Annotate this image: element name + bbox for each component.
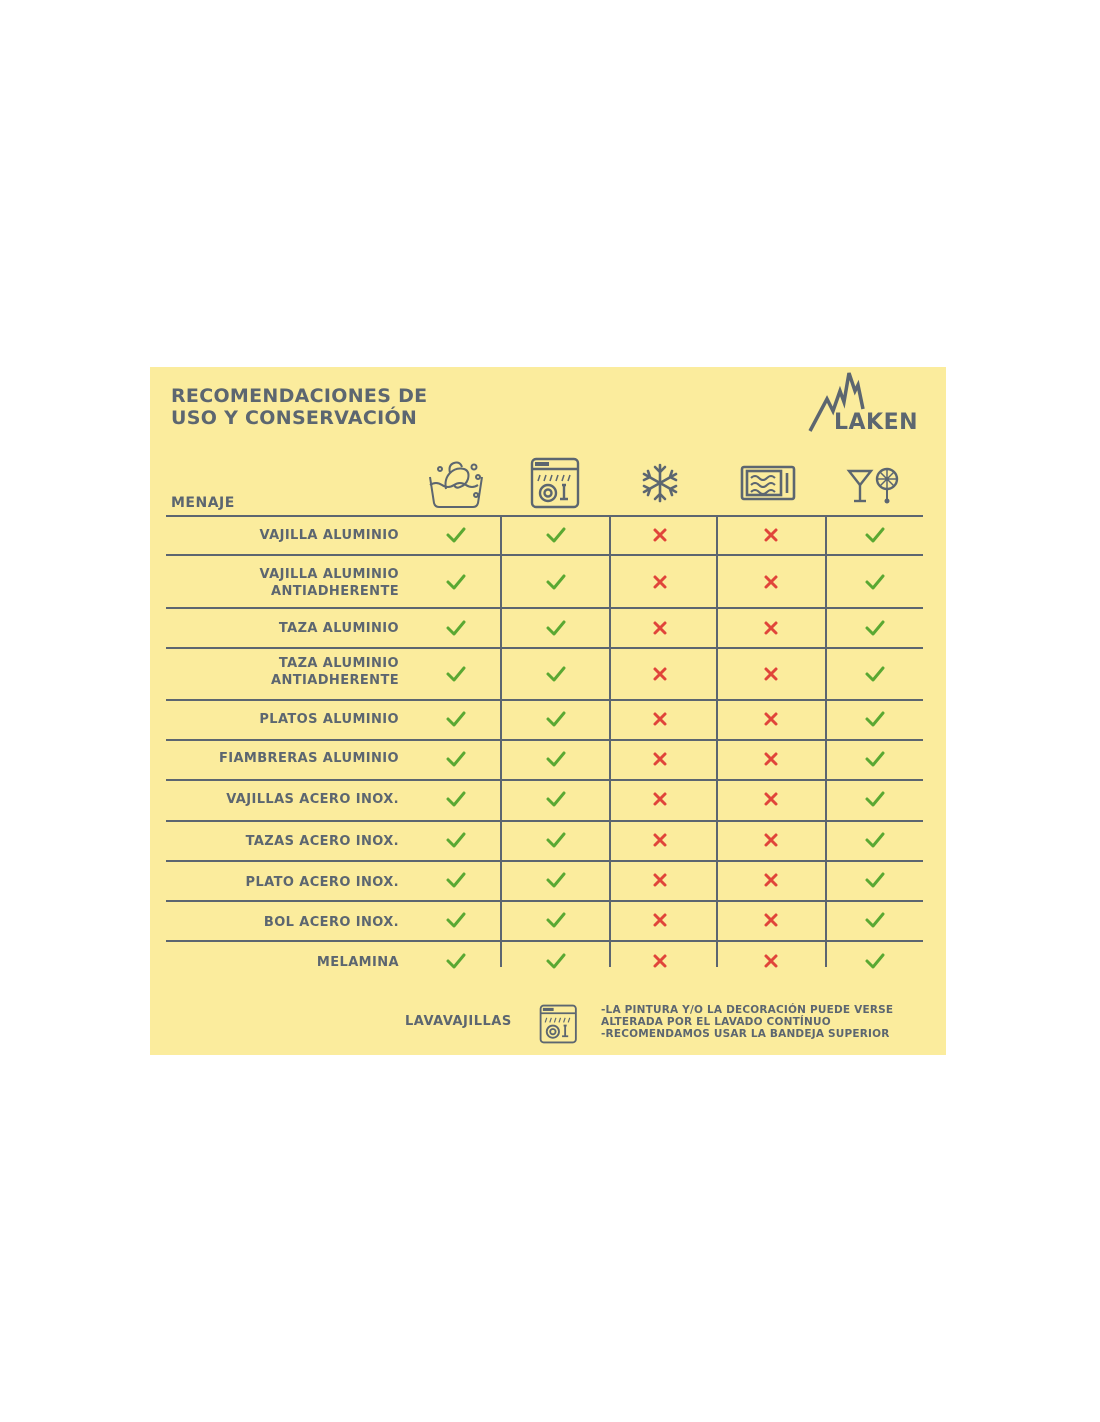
cross-icon [760,909,782,931]
check-icon [864,748,886,770]
header-divider [166,515,923,517]
row-divider [166,699,923,701]
check-icon [545,617,567,639]
cross-icon [649,869,671,891]
cross-icon [760,950,782,972]
check-icon [864,869,886,891]
check-icon [545,869,567,891]
title-line-1: RECOMENDACIONES DE [171,385,428,407]
row-label: VAJILLA ALUMINIO [259,528,399,543]
cross-icon [760,788,782,810]
row-divider [166,820,923,822]
check-icon [445,788,467,810]
check-icon [445,663,467,685]
cross-icon [649,909,671,931]
footer-note: -LA PINTURA Y/O LA DECORACIÓN PUEDE VERSE [601,1004,894,1016]
check-icon [445,869,467,891]
check-icon [864,909,886,931]
check-icon [864,571,886,593]
acidic-drinks-icon [845,455,905,511]
check-icon [864,788,886,810]
hand-wash-icon [426,455,486,511]
cross-icon [760,663,782,685]
page-title [171,385,427,429]
first-column-header: MENAJE [171,495,235,511]
row-label: BOL ACERO INOX. [263,915,399,930]
row-divider [166,779,923,781]
check-icon [445,708,467,730]
cross-icon [760,748,782,770]
cross-icon [649,708,671,730]
check-icon [445,524,467,546]
row-label: VAJILLAS ACERO INOX. [226,792,399,807]
row-divider [166,860,923,862]
check-icon [445,748,467,770]
cross-icon [649,950,671,972]
row-label: VAJILLA ALUMINIO ANTIADHERENTE [259,567,399,599]
check-icon [545,708,567,730]
check-icon [864,708,886,730]
footer-note: ALTERADA POR EL LAVADO CONTÍNUO [601,1016,831,1028]
check-icon [545,663,567,685]
check-icon [545,909,567,931]
cross-icon [760,571,782,593]
title-line-2: USO Y CONSERVACIÓN [171,407,418,429]
cross-icon [760,617,782,639]
check-icon [545,571,567,593]
check-icon [445,617,467,639]
cross-icon [649,524,671,546]
cross-icon [649,788,671,810]
check-icon [864,617,886,639]
cross-icon [649,829,671,851]
row-label: TAZAS ACERO INOX. [245,834,399,849]
check-icon [864,663,886,685]
cross-icon [649,748,671,770]
check-icon [545,829,567,851]
row-label: TAZA ALUMINIO ANTIADHERENTE [271,656,399,688]
footer-note: -RECOMENDAMOS USAR LA BANDEJA SUPERIOR [601,1028,890,1040]
footer-label: LAVAVAJILLAS [405,1014,512,1029]
check-icon [864,524,886,546]
cross-icon [649,617,671,639]
cross-icon [649,663,671,685]
row-label: MELAMINA [316,955,399,970]
dishwasher-icon [536,1001,582,1047]
check-icon [445,950,467,972]
recommendations-card [150,367,946,1055]
row-label: TAZA ALUMINIO [278,621,399,636]
row-divider [166,554,923,556]
check-icon [445,571,467,593]
row-divider [166,607,923,609]
check-icon [545,748,567,770]
row-divider [166,940,923,942]
check-icon [864,950,886,972]
freezer-snowflake-icon [630,455,690,511]
cross-icon [649,571,671,593]
cross-icon [760,869,782,891]
brand-name: LAKEN [834,410,919,435]
cross-icon [760,524,782,546]
row-divider [166,647,923,649]
cross-icon [760,708,782,730]
row-label: FIAMBRERAS ALUMINIO [218,751,399,766]
check-icon [545,524,567,546]
row-label: PLATO ACERO INOX. [245,875,399,890]
check-icon [445,829,467,851]
microwave-icon [739,455,799,511]
row-divider [166,739,923,741]
check-icon [545,950,567,972]
cross-icon [760,829,782,851]
check-icon [545,788,567,810]
check-icon [445,909,467,931]
dishwasher-icon [526,455,586,511]
row-label: PLATOS ALUMINIO [259,712,399,727]
check-icon [864,829,886,851]
row-divider [166,900,923,902]
footer-notes [601,1004,893,1040]
